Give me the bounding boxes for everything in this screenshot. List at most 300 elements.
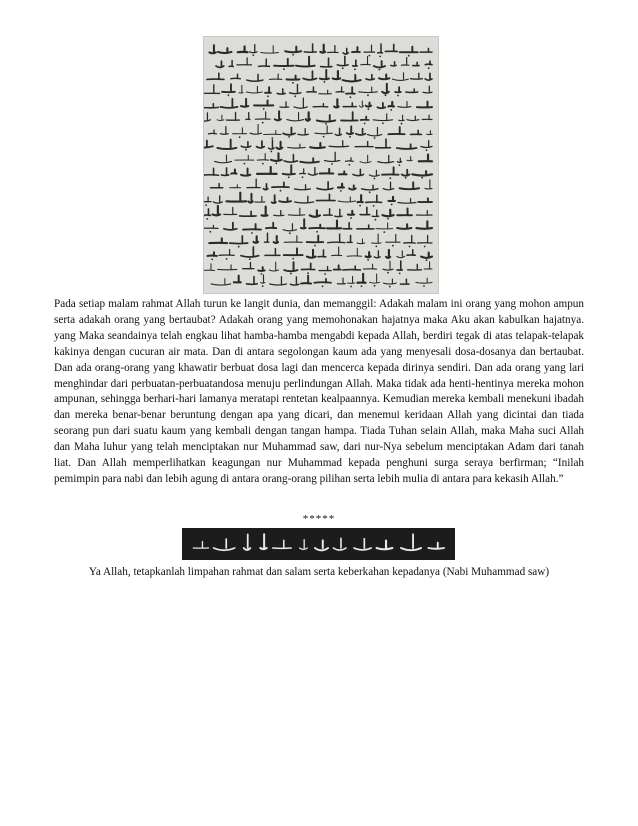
- calligraphy-stroke: [274, 236, 278, 243]
- calligraphy-stroke: [276, 142, 282, 149]
- calligraphy-stroke: [383, 279, 396, 284]
- calligraphy-stroke: [283, 128, 295, 135]
- calligraphy-stroke: [217, 140, 236, 149]
- calligraphy-stroke: [374, 251, 380, 258]
- calligraphy-stroke: [391, 62, 396, 66]
- calligraphy-stroke: [378, 155, 394, 162]
- calligraphy-stroke: [425, 73, 432, 80]
- calligraphy-dot: [399, 273, 401, 275]
- calligraphy-stroke: [218, 48, 231, 53]
- calligraphy-stroke: [397, 158, 401, 162]
- calligraphy-stroke: [406, 89, 418, 92]
- calligraphy-stroke: [306, 112, 310, 120]
- calligraphy-stroke: [234, 276, 241, 283]
- calligraphy-stroke: [318, 250, 326, 257]
- calligraphy-stroke: [325, 152, 340, 161]
- calligraphy-stroke: [343, 48, 348, 54]
- banner-calligraphy-stroke: [377, 541, 393, 550]
- calligraphy-stroke: [284, 248, 303, 255]
- calligraphy-stroke: [357, 225, 374, 229]
- calligraphy-stroke: [335, 209, 342, 216]
- calligraphy-stroke: [290, 84, 301, 93]
- calligraphy-stroke: [353, 60, 357, 66]
- calligraphy-stroke: [288, 208, 304, 215]
- calligraphy-stroke: [262, 207, 268, 216]
- calligraphy-dot: [379, 69, 381, 71]
- calligraphy-stroke: [361, 56, 371, 64]
- calligraphy-stroke: [280, 102, 289, 107]
- calligraphy-stroke: [343, 266, 361, 270]
- calligraphy-dot: [364, 123, 366, 125]
- calligraphy-stroke: [337, 278, 345, 284]
- calligraphy-stroke: [261, 275, 265, 283]
- calligraphy-stroke: [408, 264, 422, 270]
- calligraphy-stroke: [307, 250, 316, 258]
- calligraphy-dot: [389, 286, 391, 288]
- calligraphy-stroke: [211, 183, 223, 187]
- calligraphy-dot: [424, 246, 426, 248]
- calligraphy-dot: [323, 136, 325, 138]
- calligraphy-stroke: [423, 86, 432, 93]
- calligraphy-stroke: [308, 168, 317, 176]
- calligraphy-stroke: [376, 223, 393, 229]
- calligraphy-stroke: [401, 57, 409, 65]
- calligraphy-dot: [421, 177, 423, 179]
- calligraphy-stroke: [343, 223, 351, 229]
- calligraphy-stroke: [407, 116, 419, 121]
- calligraphy-stroke: [398, 102, 411, 108]
- calligraphy-stroke: [208, 252, 217, 256]
- calligraphy-stroke: [241, 247, 259, 257]
- calligraphy-stroke: [417, 235, 432, 243]
- calligraphy-stroke: [400, 279, 409, 284]
- calligraphy-dot: [382, 122, 384, 124]
- calligraphy-stroke: [355, 142, 373, 147]
- calligraphy-stroke: [265, 87, 271, 93]
- calligraphy-stroke: [207, 73, 224, 79]
- banner-calligraphy-stroke: [333, 538, 345, 550]
- calligraphy-dot: [375, 219, 377, 221]
- calligraphy-stroke: [254, 101, 273, 106]
- calligraphy-dot: [252, 54, 254, 56]
- calligraphy-stroke: [419, 155, 432, 162]
- calligraphy-stroke: [328, 46, 338, 53]
- calligraphy-stroke: [269, 140, 275, 149]
- calligraphy-stroke: [221, 99, 238, 108]
- calligraphy-stroke: [230, 236, 248, 244]
- banner-calligraphy-stroke: [214, 539, 235, 550]
- calligraphy-stroke: [235, 155, 254, 160]
- calligraphy-stroke: [386, 250, 390, 258]
- calligraphy-stroke: [346, 87, 355, 94]
- calligraphy-stroke: [301, 263, 314, 269]
- calligraphy-stroke: [283, 165, 295, 174]
- banner-calligraphy-stroke: [315, 540, 328, 550]
- banner-calligraphy-stroke: [401, 534, 421, 550]
- calligraphy-stroke: [413, 62, 419, 65]
- calligraphy-dot: [292, 82, 294, 84]
- calligraphy-dot: [275, 162, 277, 164]
- calligraphy-stroke: [349, 185, 356, 189]
- calligraphy-stroke: [329, 141, 348, 147]
- calligraphy-stroke: [279, 198, 291, 202]
- calligraphy-dot: [294, 95, 296, 97]
- calligraphy-stroke: [337, 56, 348, 65]
- calligraphy-stroke: [231, 170, 236, 174]
- calligraphy-dot: [226, 258, 228, 260]
- calligraphy-stroke: [287, 113, 304, 121]
- calligraphy-dot: [401, 123, 403, 125]
- calligraphy-stroke: [261, 46, 279, 53]
- calligraphy-stroke: [398, 199, 416, 204]
- calligraphy-stroke: [309, 225, 325, 229]
- calligraphy-stroke: [298, 129, 308, 135]
- calligraphy-dot: [426, 149, 428, 151]
- calligraphy-stroke: [247, 277, 258, 285]
- calligraphy-stroke: [411, 73, 423, 79]
- calligraphy-dot: [340, 190, 342, 192]
- banner-calligraphy-stroke: [354, 539, 371, 550]
- arabic-text-scan-image: [203, 36, 439, 294]
- calligraphy-stroke: [327, 221, 341, 229]
- calligraphy-stroke: [307, 87, 316, 92]
- calligraphy-dot: [361, 285, 363, 287]
- calligraphy-stroke: [204, 104, 218, 108]
- calligraphy-stroke: [416, 278, 432, 283]
- calligraphy-stroke: [379, 75, 389, 80]
- calligraphy-dot: [331, 163, 333, 165]
- calligraphy-stroke: [209, 45, 215, 53]
- calligraphy-stroke: [412, 171, 432, 175]
- calligraphy-stroke: [378, 44, 383, 53]
- calligraphy-stroke: [270, 277, 287, 285]
- calligraphy-stroke: [368, 127, 382, 135]
- calligraphy-stroke: [366, 74, 374, 79]
- calligraphy-dot: [350, 96, 352, 98]
- calligraphy-stroke: [227, 112, 240, 120]
- calligraphy-stroke: [294, 185, 310, 190]
- calligraphy-dot: [288, 136, 290, 138]
- calligraphy-dot: [239, 136, 241, 138]
- calligraphy-stroke: [397, 251, 405, 258]
- calligraphy-dot: [238, 246, 240, 248]
- section-separator: *****: [302, 513, 336, 525]
- calligraphy-stroke: [269, 262, 278, 271]
- calligraphy-stroke: [211, 279, 231, 285]
- calligraphy-stroke: [204, 168, 219, 175]
- calligraphy-stroke: [395, 87, 401, 92]
- calligraphy-stroke: [237, 58, 252, 65]
- calligraphy-stroke: [404, 235, 415, 243]
- calligraphy-stroke: [347, 235, 352, 242]
- calligraphy-stroke: [397, 144, 417, 149]
- calligraphy-stroke: [417, 102, 432, 108]
- calligraphy-stroke: [269, 74, 281, 79]
- calligraphy-stroke: [416, 211, 432, 216]
- calligraphy-stroke: [219, 250, 234, 256]
- calligraphy-stroke: [229, 60, 233, 66]
- calligraphy-dot: [263, 108, 265, 110]
- calligraphy-stroke: [304, 44, 316, 52]
- calligraphy-dot: [314, 245, 316, 247]
- calligraphy-stroke: [422, 115, 432, 119]
- calligraphy-dot: [383, 231, 385, 233]
- calligraphy-stroke: [382, 84, 389, 94]
- calligraphy-dot: [359, 205, 361, 207]
- calligraphy-stroke: [319, 90, 331, 94]
- calligraphy-stroke: [274, 59, 294, 66]
- calligraphy-dot: [283, 68, 285, 70]
- calligraphy-stroke: [362, 185, 378, 190]
- calligraphy-stroke: [221, 168, 228, 175]
- calligraphy-dot: [249, 258, 251, 260]
- calligraphy-dot: [354, 68, 356, 70]
- calligraphy-dot: [423, 285, 425, 287]
- calligraphy-dot: [302, 176, 304, 178]
- calligraphy-stroke: [389, 197, 395, 201]
- calligraphy-stroke: [271, 153, 282, 161]
- calligraphy-dot: [342, 67, 344, 69]
- calligraphy-stroke: [383, 210, 394, 217]
- calligraphy-stroke: [316, 194, 335, 200]
- calligraphy-stroke: [386, 235, 400, 243]
- calligraphy-stroke: [258, 267, 264, 271]
- calligraphy-stroke: [341, 112, 358, 120]
- calligraphy-stroke: [310, 210, 320, 216]
- calligraphy-stroke: [295, 196, 314, 203]
- calligraphy-stroke: [255, 112, 270, 119]
- calligraphy-stroke: [397, 209, 412, 216]
- calligraphy-stroke: [321, 58, 332, 67]
- calligraphy-stroke: [356, 129, 366, 135]
- calligraphy-stroke: [208, 130, 216, 134]
- calligraphy-stroke: [372, 234, 381, 243]
- calligraphy-stroke: [243, 263, 254, 269]
- calligraphy-stroke: [421, 141, 432, 148]
- calligraphy-dot: [262, 163, 264, 165]
- calligraphy-stroke: [343, 75, 361, 82]
- calligraphy-stroke: [363, 264, 376, 269]
- calligraphy-stroke: [272, 195, 276, 203]
- calligraphy-stroke: [250, 45, 257, 53]
- calligraphy-stroke: [313, 104, 328, 107]
- calligraphy-stroke: [364, 45, 375, 52]
- calligraphy-stroke: [294, 98, 307, 108]
- calligraphy-dot: [288, 176, 290, 178]
- calligraphy-stroke: [353, 169, 363, 175]
- calligraphy-stroke: [246, 86, 262, 93]
- calligraphy-dot: [350, 217, 352, 219]
- calligraphy-stroke: [290, 277, 299, 285]
- calligraphy-stroke: [213, 206, 221, 215]
- calligraphy-stroke: [397, 261, 402, 270]
- salawat-translation-caption: Ya Allah, tetapkanlah limpahan rahmat dan salam serta keberkahan kepadanya (Nabi Muhammad saw): [88, 566, 550, 578]
- calligraphy-stroke: [347, 248, 361, 256]
- calligraphy-stroke: [382, 167, 398, 174]
- calligraphy-dot: [408, 55, 410, 57]
- calligraphy-dot: [261, 273, 263, 275]
- calligraphy-stroke: [370, 274, 380, 283]
- calligraphy-stroke: [233, 128, 247, 134]
- calligraphy-dot: [271, 137, 273, 139]
- calligraphy-stroke: [230, 185, 241, 188]
- calligraphy-stroke: [204, 140, 213, 147]
- calligraphy-stroke: [285, 47, 301, 53]
- calligraphy-dot: [290, 273, 292, 275]
- calligraphy-stroke: [407, 250, 415, 255]
- calligraphy-dot: [280, 190, 282, 192]
- calligraphy-stroke: [332, 247, 342, 256]
- calligraphy-stroke: [324, 209, 332, 215]
- calligraphy-stroke: [347, 126, 353, 134]
- calligraphy-dot: [391, 204, 393, 206]
- calligraphy-stroke: [258, 59, 269, 66]
- calligraphy-stroke: [226, 193, 246, 202]
- calligraphy-stroke: [243, 224, 261, 229]
- calligraphy-stroke: [376, 139, 391, 148]
- calligraphy-stroke: [274, 211, 284, 216]
- calligraphy-dot: [367, 259, 369, 261]
- calligraphy-dot: [368, 108, 370, 110]
- calligraphy-stroke: [385, 44, 397, 51]
- calligraphy-dot: [211, 259, 213, 261]
- calligraphy-dot: [209, 231, 211, 233]
- banner-calligraphy-stroke: [260, 534, 266, 549]
- calligraphy-stroke: [238, 47, 248, 53]
- calligraphy-stroke: [400, 47, 418, 53]
- calligraphy-dot: [399, 164, 401, 166]
- calligraphy-dot: [349, 136, 351, 138]
- calligraphy-stroke: [320, 70, 329, 79]
- calligraphy-dot: [244, 163, 246, 165]
- calligraphy-stroke: [255, 196, 265, 202]
- calligraphy-dot: [267, 95, 269, 97]
- calligraphy-stroke: [421, 253, 432, 258]
- calligraphy-stroke: [257, 167, 276, 174]
- calligraphy-dot: [374, 137, 376, 139]
- calligraphy-stroke: [209, 238, 227, 243]
- calligraphy-dot: [245, 149, 247, 151]
- banner-calligraphy-stroke: [300, 540, 308, 550]
- calligraphy-stroke: [333, 71, 340, 79]
- calligraphy-dot: [375, 246, 377, 248]
- calligraphy-stroke: [307, 236, 323, 243]
- calligraphy-stroke: [216, 61, 224, 67]
- calligraphy-stroke: [339, 171, 347, 174]
- calligraphy-stroke: [359, 101, 363, 107]
- calligraphy-stroke: [204, 113, 210, 121]
- calligraphy-stroke: [425, 180, 432, 189]
- calligraphy-stroke: [400, 182, 419, 189]
- calligraphy-stroke: [248, 194, 252, 203]
- calligraphy-stroke: [272, 182, 289, 187]
- calligraphy-dot: [228, 94, 230, 96]
- calligraphy-stroke: [424, 262, 432, 269]
- calligraphy-stroke: [265, 248, 280, 255]
- calligraphy-stroke: [275, 111, 281, 120]
- calligraphy-dot: [292, 258, 294, 260]
- calligraphy-dot: [316, 231, 318, 233]
- calligraphy-stroke: [213, 196, 222, 203]
- calligraphy-stroke: [320, 45, 325, 53]
- calligraphy-stroke: [357, 274, 365, 283]
- calligraphy-stroke: [338, 184, 344, 188]
- calligraphy-stroke: [204, 209, 210, 216]
- salawat-banner-image: [182, 528, 455, 560]
- calligraphy-stroke: [366, 195, 382, 202]
- calligraphy-stroke: [335, 128, 341, 135]
- banner-calligraphy-stroke: [244, 534, 251, 550]
- calligraphy-stroke: [240, 211, 257, 216]
- calligraphy-stroke: [296, 57, 315, 67]
- calligraphy-stroke: [383, 261, 393, 270]
- calligraphy-stroke: [224, 223, 237, 230]
- calligraphy-stroke: [366, 103, 372, 107]
- calligraphy-stroke: [319, 267, 331, 271]
- calligraphy-dot: [409, 246, 411, 248]
- calligraphy-dot: [325, 123, 327, 125]
- calligraphy-dot: [387, 272, 389, 274]
- calligraphy-dot: [262, 122, 264, 124]
- calligraphy-stroke: [231, 74, 241, 78]
- calligraphy-stroke: [358, 195, 363, 202]
- calligraphy-stroke: [264, 233, 268, 242]
- calligraphy-stroke: [246, 113, 250, 120]
- calligraphy-dot: [369, 191, 371, 193]
- calligraphy-stroke: [352, 47, 360, 52]
- calligraphy-stroke: [241, 168, 250, 175]
- calligraphy-stroke: [241, 99, 248, 107]
- calligraphy-dot: [369, 55, 371, 57]
- calligraphy-stroke: [388, 127, 404, 134]
- calligraphy-stroke: [284, 155, 297, 163]
- calligraphy-stroke: [247, 74, 263, 81]
- calligraphy-stroke: [357, 239, 365, 244]
- calligraphy-stroke: [301, 219, 306, 228]
- calligraphy-stroke: [345, 158, 353, 162]
- calligraphy-dot: [385, 94, 387, 96]
- calligraphy-stroke: [284, 262, 297, 271]
- calligraphy-dot: [390, 109, 392, 111]
- calligraphy-stroke: [204, 85, 220, 94]
- calligraphy-dot: [289, 232, 291, 234]
- calligraphy-stroke: [397, 224, 411, 229]
- calligraphy-stroke: [222, 84, 235, 92]
- calligraphy-dot: [373, 205, 375, 207]
- calligraphy-dot: [405, 177, 407, 179]
- calligraphy-stroke: [266, 223, 276, 228]
- banner-calligraphy-stroke: [193, 542, 208, 549]
- calligraphy-stroke: [425, 61, 432, 64]
- banner-calligraphy-stroke: [428, 543, 444, 549]
- calligraphy-stroke: [283, 224, 296, 231]
- calligraphy-stroke: [218, 265, 237, 270]
- calligraphy-stroke: [250, 124, 262, 134]
- calligraphy-stroke: [277, 89, 285, 94]
- calligraphy-stroke: [427, 131, 432, 135]
- calligraphy-stroke: [388, 102, 393, 106]
- calligraphy-stroke: [343, 103, 356, 107]
- calligraphy-stroke: [215, 155, 232, 163]
- calligraphy-stroke: [241, 142, 251, 148]
- main-paragraph: Pada setiap malam rahmat Allah turun ke langit dunia, dan memanggil: Adakah malam ini orang yang mohon ampun serta adakah orang yang bertaubat? Adakah orang yang memohonakan hajatnya maka Aku akan kabulkan hajatnya. yang Maka seandainya telah engkau lihat hamba-hamba mengabdi kepada Allah, berdiri tegak di atas telapak-telapak kakinya dengan cucuran air mata. Dan di antara segolongan kaum ada yang menyesali dosa-dosanya dan bertaubat. Dan ada orang-orang yang khawatir berbuat dosa lagi dan mencerca kepada dirinya sendiri. Dan ada orang yang lari menghindar dari perbuatan-perbuatandosa menuju perlindungan Allah. Maka tidak ada henti-hentinya mereka mohon ampunan, sehingga berhari-hari lamanya meratapi rentetan kealpaannya. Kemudian mereka kembali menekuni ibadah dan mereka benar-benar beruntung dengan apa yang dicari, dan menemui keridaan Allah yang dicintai dan tiada seorang pun dari suatu kaum yang kembali dengan tangan hampa. Tiada Tuhan selain Allah, maka Maha suci Allah dan Maha luhur yang telah menciptakan nur Muhammad saw, dari nur-Nya sebelum menciptakan Adam dari tanah liat. Dan Allah memperlihatkan keagungan nur Muhammad kepada penghuni surga seraya berfirman; “Inilah pemimpin para nabi dan lebih agung di antara orang-orang pilihan serta lebih mulia di antara para kekasih Allah.”: [54, 298, 584, 485]
- calligraphy-stroke: [418, 198, 432, 202]
- calligraphy-dot: [389, 177, 391, 179]
- calligraphy-stroke: [220, 127, 228, 135]
- calligraphy-dot: [350, 286, 352, 288]
- calligraphy-stroke: [373, 114, 392, 121]
- calligraphy-stroke: [317, 115, 336, 122]
